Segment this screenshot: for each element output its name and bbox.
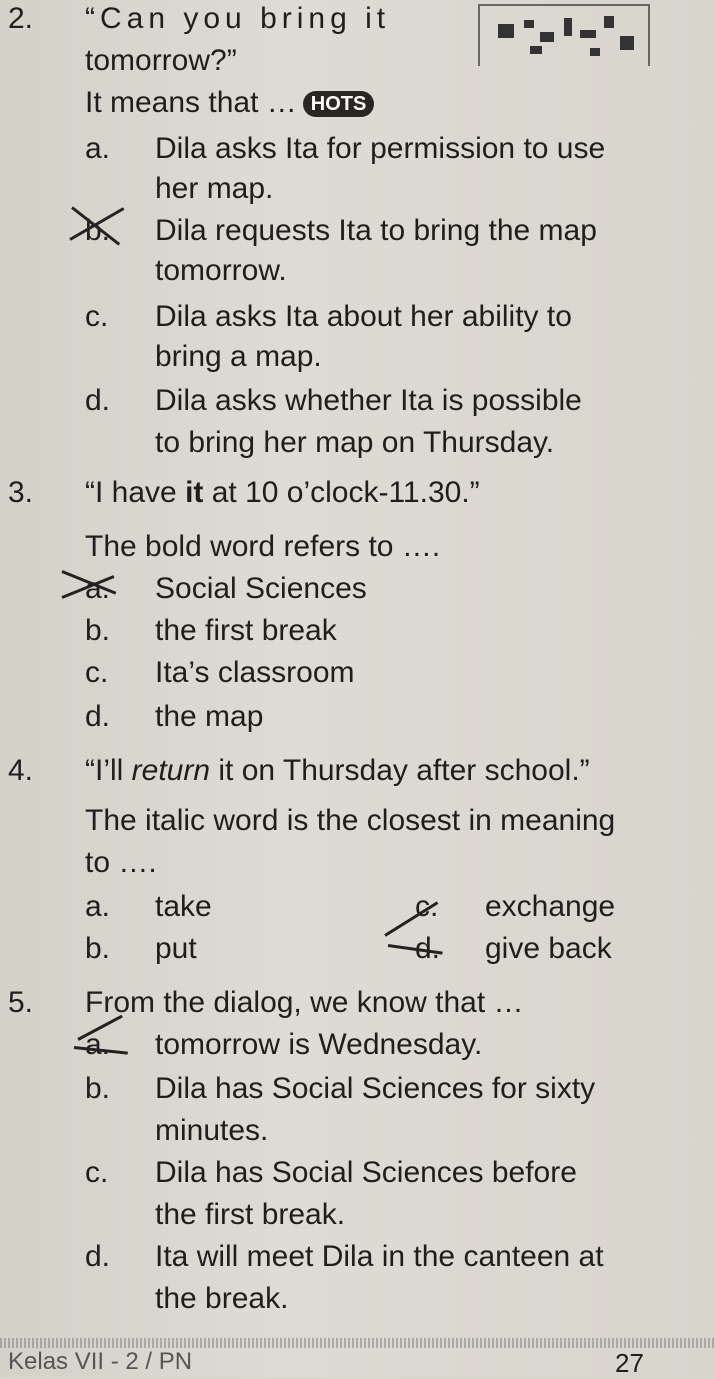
q2-option-c-cont: bring a map. — [155, 340, 322, 373]
q2-option-a-cont: her map. — [155, 172, 274, 205]
q4-stem-line2: to …. — [85, 846, 157, 879]
q2-option-b-cont: tomorrow. — [155, 254, 287, 287]
q2-option-d[interactable]: d. Dila asks whether Ita is possible — [85, 384, 582, 417]
q2-option-a[interactable]: a. Dila asks Ita for permission to use — [85, 132, 606, 165]
q3-option-c[interactable]: c. Ita’s classroom — [85, 656, 355, 689]
q4-stem-line1: The italic word is the closest in meaning — [85, 804, 616, 837]
q4-option-c[interactable]: c. exchange — [415, 890, 616, 923]
hots-badge: HOTS — [303, 91, 375, 117]
q4-option-d[interactable]: d. give back — [415, 932, 612, 965]
footer-divider — [0, 1338, 715, 1348]
q5-option-c[interactable]: c. Dila has Social Sciences before — [85, 1156, 577, 1189]
q5-stem: From the dialog, we know that … — [85, 986, 524, 1019]
q2-stem-text: It means that … — [85, 86, 297, 119]
q5-option-a[interactable]: a. tomorrow is Wednesday. — [85, 1028, 483, 1061]
q2-number: 2. — [8, 2, 34, 35]
q2-prompt-line2: tomorrow?” — [85, 44, 237, 77]
page-number: 27 — [615, 1348, 644, 1378]
q3-option-a[interactable]: a. Social Sciences — [85, 572, 367, 605]
q3-prompt: “I have it at 10 o’clock-11.30.” — [85, 476, 480, 509]
q3-number: 3. — [8, 476, 34, 509]
q5-option-b-cont: minutes. — [155, 1114, 269, 1147]
footer-class-label: Kelas VII - 2 / PN — [8, 1348, 193, 1375]
q5-option-d-cont: the break. — [155, 1282, 289, 1315]
q5-number: 5. — [8, 986, 34, 1019]
q2-option-b[interactable]: b. Dila requests Ita to bring the map — [85, 214, 597, 247]
q3-option-b[interactable]: b. the first break — [85, 614, 337, 647]
q4-prompt: “I’ll return it on Thursday after school.” — [85, 754, 590, 787]
q5-option-d[interactable]: d. Ita will meet Dila in the canteen at — [85, 1240, 604, 1273]
q5-option-b[interactable]: b. Dila has Social Sciences for sixty — [85, 1072, 596, 1105]
q5-option-c-cont: the first break. — [155, 1198, 346, 1231]
q3-stem: The bold word refers to …. — [85, 530, 441, 563]
q4-option-a[interactable]: a. take — [85, 890, 212, 923]
q3-bold-word: it — [185, 476, 204, 509]
q2-prompt-line1: “Can you bring it — [85, 2, 391, 35]
q3-option-d[interactable]: d. the map — [85, 700, 264, 733]
q4-number: 4. — [8, 754, 34, 787]
qr-code — [478, 4, 650, 66]
q2-option-c[interactable]: c. Dila asks Ita about her ability to — [85, 300, 572, 333]
q4-italic-word: return — [131, 754, 211, 787]
q4-option-b[interactable]: b. put — [85, 932, 197, 965]
q2-stem — [85, 86, 374, 120]
q2-option-d-cont: to bring her map on Thursday. — [155, 426, 555, 459]
